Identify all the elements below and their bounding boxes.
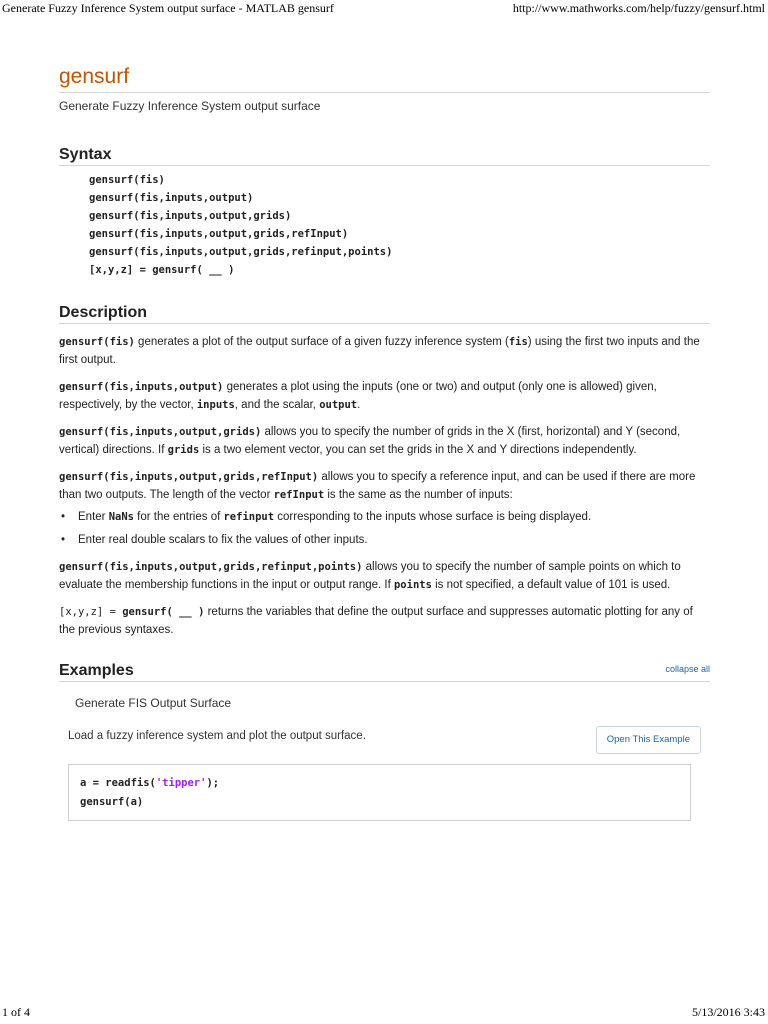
paragraph-text: . xyxy=(357,399,361,411)
inline-code: refInput xyxy=(273,489,325,501)
refinput-bullets xyxy=(59,508,710,549)
code-text: a = readfis( xyxy=(80,777,156,789)
paragraph-text: returns the variables that define the output surface and suppresses automatic plotting for any of the previous syntaxes. xyxy=(59,606,693,636)
inline-code: NaNs xyxy=(108,511,134,523)
print-footer xyxy=(0,1002,768,1024)
inline-code: [x,y,z] = xyxy=(59,606,123,618)
syntax-line[interactable]: gensurf(fis,inputs,output,grids,refinput,points) xyxy=(89,246,393,258)
syntax-line[interactable]: gensurf(fis,inputs,output) xyxy=(89,192,254,204)
code-string: 'tipper' xyxy=(155,777,207,789)
main-content xyxy=(59,62,710,821)
inline-code: gensurf(fis,inputs,output) xyxy=(59,381,224,393)
print-header xyxy=(0,0,768,18)
inline-code: fis xyxy=(508,336,528,348)
inline-code: gensurf( __ ) xyxy=(122,606,205,618)
description-heading: Description xyxy=(59,303,710,324)
paragraph-text: allows you to specify the number of sample points on which to evaluate the membership functions in the input or output range. If xyxy=(59,561,681,591)
paragraph-text: generates a plot of the output surface of a given fuzzy inference system ( xyxy=(134,336,509,348)
paragraph-text: ) using the first two inputs and the first output. xyxy=(59,336,700,366)
list-item-text: Enter xyxy=(78,511,109,523)
inline-code: gensurf(fis,inputs,output,grids,refInput) xyxy=(59,471,319,483)
page-subtitle: Generate Fuzzy Inference System output surface xyxy=(59,99,321,113)
inline-code: inputs xyxy=(196,399,235,411)
syntax-heading: Syntax xyxy=(59,145,710,166)
inline-code: gensurf(fis,inputs,output,grids) xyxy=(59,426,262,438)
inline-code: grids xyxy=(167,444,200,456)
page-url[interactable]: http://www.mathworks.com/help/fuzzy/gensurf.html xyxy=(512,1,765,15)
description-paragraph xyxy=(59,423,710,459)
description-paragraph xyxy=(59,558,710,594)
code-block xyxy=(68,764,691,821)
syntax-line[interactable]: gensurf(fis,inputs,output,grids,refInput) xyxy=(89,228,349,240)
example-description: Load a fuzzy inference system and plot the output surface. xyxy=(68,730,366,742)
paragraph-text: allows you to specify the number of grids in the X (first, horizontal) and Y (second, vertical) directions. If xyxy=(59,426,681,456)
syntax-line[interactable]: gensurf(fis) xyxy=(89,174,165,186)
description-paragraph xyxy=(59,603,710,639)
syntax-line[interactable]: [x,y,z] = gensurf( __ ) xyxy=(89,264,235,276)
list-item xyxy=(59,508,710,526)
open-example-button[interactable]: Open This Example xyxy=(596,726,701,754)
examples-heading-label: Examples xyxy=(59,662,134,679)
inline-code: refinput xyxy=(223,511,275,523)
paragraph-text: , and the scalar, xyxy=(234,399,320,411)
paragraph-text: allows you to specify a reference input, and can be used if there are more than two outputs. The length of the vector xyxy=(59,471,696,501)
paragraph-text: is a two element vector, you can set the grids in the X and Y directions independently. xyxy=(199,444,637,456)
paragraph-text: generates a plot using the inputs (one or two) and output (only one is allowed) given, respectively, by the vector, xyxy=(59,381,657,411)
document-title: Generate Fuzzy Inference System output surface - MATLAB gensurf xyxy=(2,1,334,15)
inline-code: gensurf(fis) xyxy=(59,336,135,348)
inline-code: gensurf(fis,inputs,output,grids,refinput,points) xyxy=(59,561,363,573)
paragraph-text: is not specified, a default value of 101 is used. xyxy=(431,579,671,591)
collapse-all-link[interactable]: collapse all xyxy=(665,664,710,674)
code-line: gensurf(a) xyxy=(80,796,144,808)
example-title[interactable]: Generate FIS Output Surface xyxy=(75,696,232,710)
list-item-text: for the entries of xyxy=(133,511,224,523)
list-item-text: corresponding to the inputs whose surface is being displayed. xyxy=(274,511,592,523)
code-line xyxy=(80,774,679,793)
description-paragraph xyxy=(59,333,710,369)
page-counter: 1 of 4 xyxy=(2,1005,30,1019)
syntax-line[interactable]: gensurf(fis,inputs,output,grids) xyxy=(89,210,292,222)
list-item-text: Enter real double scalars to fix the values of other inputs. xyxy=(78,534,368,546)
inline-code: output xyxy=(319,399,358,411)
paragraph-text: is the same as the number of inputs: xyxy=(324,489,513,501)
example-row xyxy=(68,726,710,760)
page-title: gensurf xyxy=(59,62,710,93)
code-text: ); xyxy=(206,777,220,789)
print-datetime: 5/13/2016 3:43 xyxy=(691,1005,765,1019)
inline-code: points xyxy=(393,579,432,591)
description-paragraph xyxy=(59,378,710,414)
description-paragraph xyxy=(59,468,710,504)
syntax-list xyxy=(89,171,710,279)
list-item xyxy=(59,531,710,549)
examples-heading xyxy=(59,661,710,682)
